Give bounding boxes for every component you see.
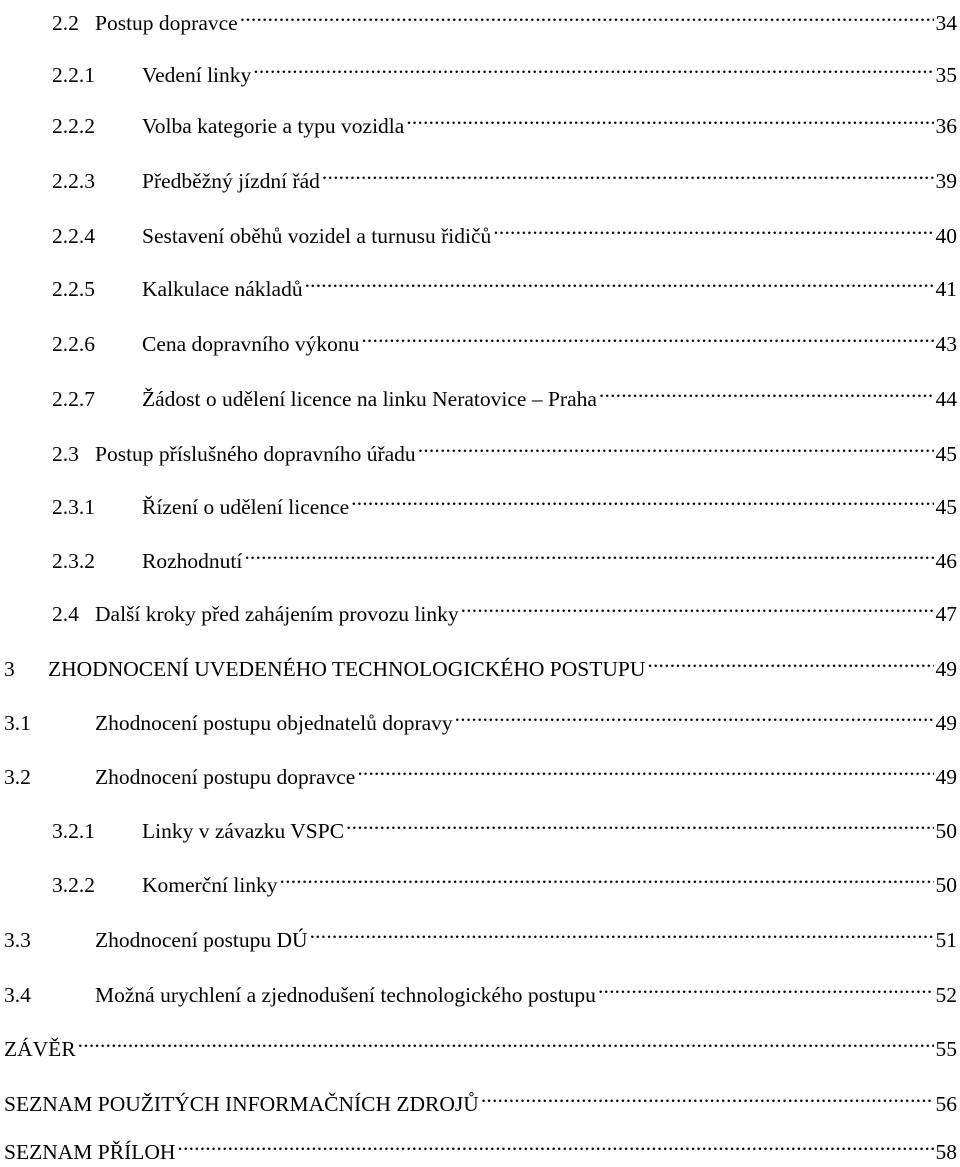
toc-entry-page: 46 — [935, 549, 957, 573]
toc-entry-page: 51 — [935, 928, 957, 952]
toc-entry-number: 3 — [4, 657, 15, 681]
toc-dot-leader — [418, 431, 934, 461]
toc-entry-number: 2.3 — [52, 442, 79, 466]
toc-entry-title: Linky v závazku VSPC — [142, 819, 345, 843]
toc-dot-leader — [461, 591, 934, 621]
toc-dot-leader — [351, 484, 933, 514]
toc-entry-number: 3.3 — [4, 928, 31, 952]
toc-entry-number: 2.3.1 — [52, 495, 95, 519]
toc-dot-leader — [481, 1081, 934, 1111]
toc-entry-number: 2.2.2 — [52, 114, 95, 138]
toc-entry-page: 39 — [935, 169, 957, 193]
toc-entry-number: 2.4 — [52, 602, 79, 626]
toc-entry-page: 40 — [935, 224, 957, 248]
toc-entry-2-3[interactable] — [4, 431, 957, 466]
toc-dot-leader — [240, 0, 934, 30]
toc-entry-title: Vedení linky — [142, 63, 252, 87]
toc-entry-page: 49 — [935, 657, 957, 681]
toc-entry-2-2-6[interactable] — [4, 321, 957, 356]
toc-dot-leader — [253, 52, 933, 82]
toc-entry-page: 45 — [935, 442, 957, 466]
toc-entry-number: 3.1 — [4, 711, 31, 735]
toc-dot-leader — [599, 376, 934, 406]
toc-entry-number: 2.2.5 — [52, 277, 95, 301]
toc-entry-3-4[interactable] — [4, 972, 957, 1007]
toc-entry-title: Zhodnocení postupu objednatelů dopravy — [95, 711, 453, 735]
toc-entry-number: 3.2 — [4, 765, 31, 789]
toc-entry-page: 50 — [935, 819, 957, 843]
toc-dot-leader — [280, 862, 934, 892]
toc-dot-leader — [357, 754, 933, 784]
toc-entry-title: Další kroky před zahájením provozu linky — [95, 602, 459, 626]
toc-entry-2-2-5[interactable] — [4, 266, 957, 301]
toc-entry-title: Žádost o udělení licence na linku Neratovice – Praha — [142, 387, 597, 411]
toc-entry-number: 3.2.2 — [52, 873, 95, 897]
toc-entry-number: 2.3.2 — [52, 549, 95, 573]
toc-entry-page: 49 — [935, 765, 957, 789]
toc-entry-title: Cena dopravního výkonu — [142, 332, 360, 356]
toc-entry-page: 35 — [935, 63, 957, 87]
toc-entry-2-4[interactable] — [4, 591, 957, 626]
toc-entry-page: 45 — [935, 495, 957, 519]
toc-entry-number: 2.2.4 — [52, 224, 95, 248]
toc-entry-number: 2.2.7 — [52, 387, 95, 411]
toc-entry-number: 2.2.3 — [52, 169, 95, 193]
toc-entry-2-2-1[interactable] — [4, 52, 957, 87]
toc-entry-page: 50 — [935, 873, 957, 897]
toc-entry-2-2-7[interactable] — [4, 376, 957, 411]
toc-entry-page: 41 — [935, 277, 957, 301]
toc-entry-title: Volba kategorie a typu vozidla — [142, 114, 405, 138]
toc-entry-title: Sestavení oběhů vozidel a turnusu řidičů — [142, 224, 492, 248]
toc-entry-3-2-1[interactable] — [4, 808, 957, 843]
toc-entry-seznam-zdroju[interactable] — [4, 1081, 957, 1116]
toc-entry-title: SEZNAM POUŽITÝCH INFORMAČNÍCH ZDROJŮ — [4, 1092, 479, 1116]
toc-entry-title: Řízení o udělení licence — [142, 495, 350, 519]
toc-dot-leader — [244, 538, 933, 568]
toc-dot-leader — [598, 972, 934, 1002]
toc-entry-page: 34 — [935, 11, 957, 35]
toc-entry-2-2-2[interactable] — [4, 103, 957, 138]
toc-dot-leader — [346, 808, 933, 838]
toc-entry-3-2[interactable] — [4, 754, 957, 789]
toc-dot-leader — [493, 213, 933, 243]
toc-entry-2-3-1[interactable] — [4, 484, 957, 519]
toc-entry-page: 58 — [935, 1140, 957, 1164]
toc-dot-leader — [305, 266, 934, 296]
toc-entry-title: Zhodnocení postupu dopravce — [95, 765, 356, 789]
toc-dot-leader — [322, 158, 934, 188]
toc-entry-page: 56 — [935, 1092, 957, 1116]
toc-entry-3[interactable] — [4, 646, 957, 681]
toc-entry-page: 36 — [935, 114, 957, 138]
toc-entry-number: 3.2.1 — [52, 819, 95, 843]
toc-entry-2-3-2[interactable] — [4, 538, 957, 573]
toc-entry-2-2-4[interactable] — [4, 213, 957, 248]
toc-entry-zaver[interactable] — [4, 1026, 957, 1061]
toc-entry-page: 43 — [935, 332, 957, 356]
toc-entry-page: 55 — [935, 1037, 957, 1061]
toc-entry-seznam-priloh[interactable] — [4, 1129, 957, 1164]
toc-entry-3-3[interactable] — [4, 917, 957, 952]
toc-entry-number: 2.2.6 — [52, 332, 95, 356]
toc-entry-page: 49 — [935, 711, 957, 735]
toc-entry-2-2-3[interactable] — [4, 158, 957, 193]
toc-entry-title: Zhodnocení postupu DÚ — [95, 928, 308, 952]
toc-entry-title: Rozhodnutí — [142, 549, 243, 573]
toc-dot-leader — [310, 917, 934, 947]
toc-dot-leader — [177, 1129, 933, 1159]
toc-entry-page: 44 — [935, 387, 957, 411]
toc-entry-page: 47 — [935, 602, 957, 626]
toc-entry-title: Možná urychlení a zjednodušení technologického postupu — [95, 983, 596, 1007]
toc-entry-title: Postup příslušného dopravního úřadu — [95, 442, 416, 466]
toc-entry-number: 2.2 — [52, 11, 79, 35]
toc-entry-title: Kalkulace nákladů — [142, 277, 303, 301]
toc-entry-3-2-2[interactable] — [4, 862, 957, 897]
toc-entry-number: 3.4 — [4, 983, 31, 1007]
toc-entry-title: Předběžný jízdní řád — [142, 169, 320, 193]
toc-entry-2-2[interactable] — [4, 0, 957, 35]
toc-entry-title: ZHODNOCENÍ UVEDENÉHO TECHNOLOGICKÉHO POSTUPU — [48, 657, 646, 681]
toc-entry-number: 2.2.1 — [52, 63, 95, 87]
toc-entry-title: ZÁVĚR — [4, 1037, 76, 1061]
toc-entry-title: Komerční linky — [142, 873, 278, 897]
toc-dot-leader — [361, 321, 933, 351]
toc-dot-leader — [78, 1026, 934, 1056]
toc-dot-leader — [406, 103, 933, 133]
toc-entry-3-1[interactable] — [4, 700, 957, 735]
toc-dot-leader — [647, 646, 933, 676]
toc-dot-leader — [455, 700, 934, 730]
toc-entry-title: Postup dopravce — [95, 11, 238, 35]
toc-entry-title: SEZNAM PŘÍLOH — [4, 1140, 176, 1164]
toc-entry-page: 52 — [935, 983, 957, 1007]
